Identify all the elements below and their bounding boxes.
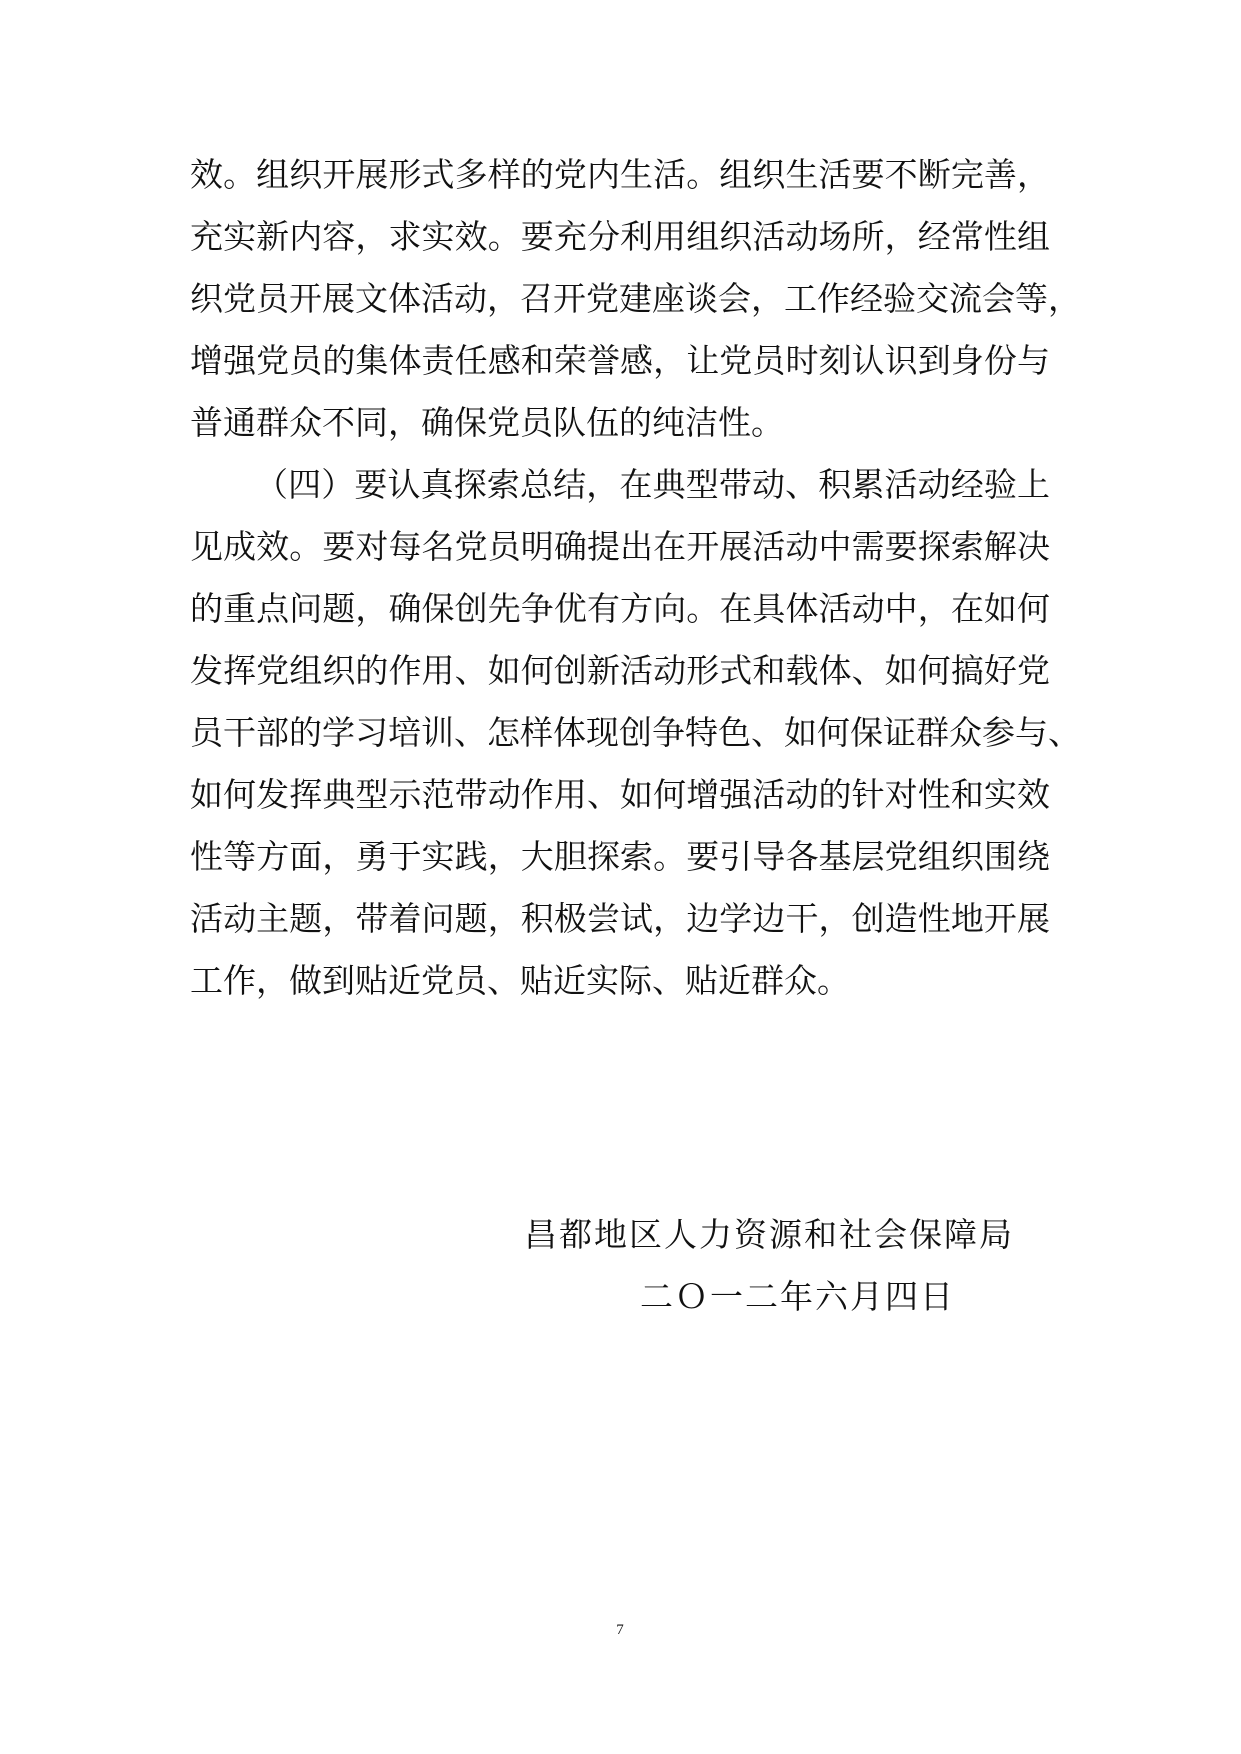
- paragraph-line: 性等方面，勇于实践，大胆探索。要引导各基层党组织围绕: [190, 837, 1050, 876]
- page-number: 7: [616, 1622, 624, 1638]
- paragraph-line: 增强党员的集体责任感和荣誉感，让党员时刻认识到身份与: [190, 341, 1050, 380]
- paragraph-line: 织党员开展文体活动，召开党建座谈会，工作经验交流会等，: [190, 279, 1081, 318]
- signature-date: 二Ｏ一二年六月四日: [640, 1277, 955, 1316]
- paragraph-line: 充实新内容，求实效。要充分利用组织活动场所，经常性组: [190, 217, 1050, 256]
- paragraph-line: 如何发挥典型示范带动作用、如何增强活动的针对性和实效: [190, 775, 1050, 814]
- signature-organization: 昌都地区人力资源和社会保障局: [524, 1215, 1014, 1254]
- paragraph-line: 活动主题，带着问题，积极尝试，边学边干，创造性地开展: [190, 899, 1050, 938]
- paragraph-line: （四）要认真探索总结，在典型带动、积累活动经验上: [255, 465, 1050, 504]
- paragraph-line: 的重点问题，确保创先争优有方向。在具体活动中，在如何: [190, 589, 1050, 628]
- paragraph-line: 普通群众不同，确保党员队伍的纯洁性。: [190, 403, 784, 442]
- paragraph-line: 工作，做到贴近党员、贴近实际、贴近群众。: [190, 961, 850, 1000]
- paragraph-line: 见成效。要对每名党员明确提出在开展活动中需要探索解决: [190, 527, 1050, 566]
- paragraph-line: 效。组织开展形式多样的党内生活。组织生活要不断完善，: [190, 155, 1050, 194]
- paragraph-line: 员干部的学习培训、怎样体现创争特色、如何保证群众参与、: [190, 713, 1081, 752]
- paragraph-line: 发挥党组织的作用、如何创新活动形式和载体、如何搞好党: [190, 651, 1050, 690]
